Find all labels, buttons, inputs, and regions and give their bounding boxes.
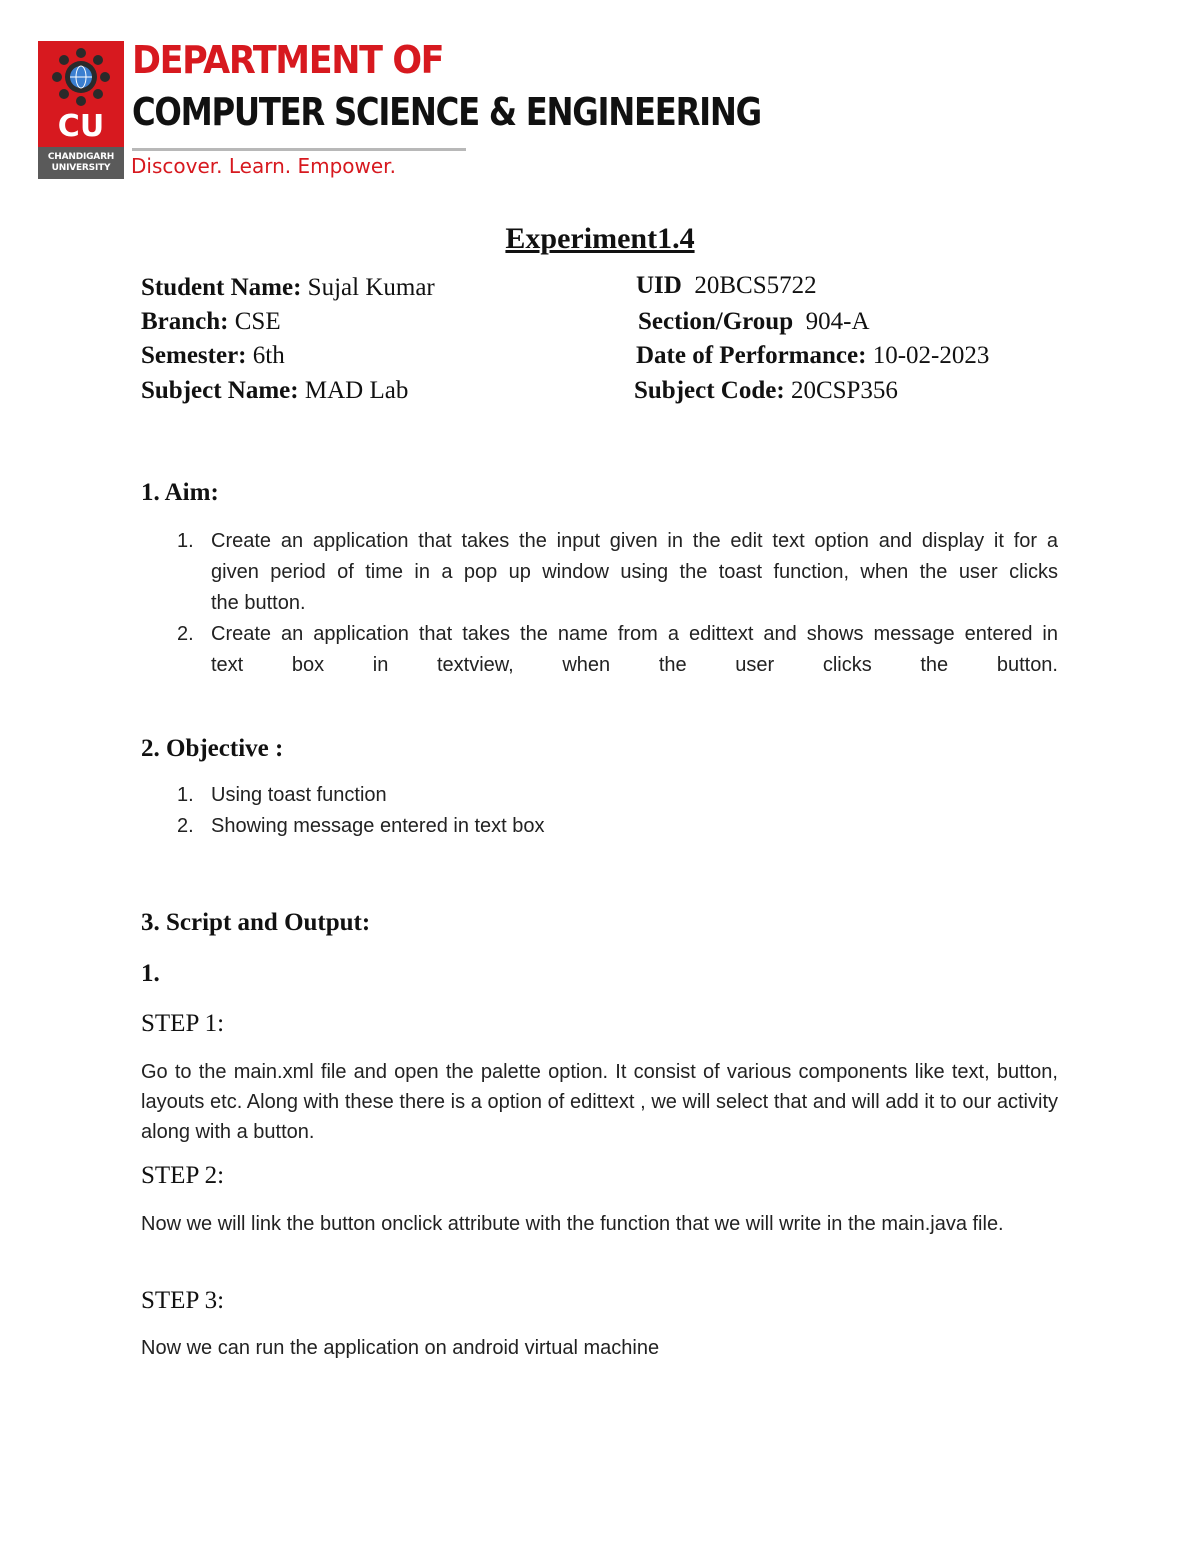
student-name-label: Student Name:: [141, 274, 302, 301]
script-subsection-number: 1.: [141, 960, 160, 987]
aim-item-1-line1: Create an application that takes the input given in the edit text option and display it for a: [211, 530, 1058, 552]
objective-item-1: [0, 784, 1200, 814]
step-3-text: Now we can run the application on android virtual machine: [141, 1337, 660, 1359]
branch-value: CSE: [234, 308, 281, 335]
objective-item-1-text: Using toast function: [211, 784, 387, 806]
aim-item-1: [0, 530, 1200, 630]
section-label: Section/Group: [638, 308, 794, 335]
step-2-text: Now we will link the button onclick attribute with the function that we will write in the main.java file.: [141, 1213, 1004, 1235]
department-title-line1: DEPARTMENT OF: [132, 38, 444, 82]
globe-emblem-icon: [51, 47, 111, 107]
university-tagline: Discover. Learn. Empower.: [131, 154, 396, 178]
aim-item-2-line1: Create an application that takes the name from a edittext and shows message entered in: [211, 623, 1058, 645]
subject-code-field: [634, 377, 898, 405]
uid-field: [636, 272, 817, 300]
subject-name-label: Subject Name:: [141, 377, 299, 404]
objective-item-1-number: 1.: [177, 784, 194, 806]
subject-name-field: [141, 377, 408, 405]
uid-label: UID: [636, 272, 682, 299]
logo-cu-text: CU: [57, 109, 105, 144]
date-value: 10-02-2023: [872, 342, 990, 369]
semester-value: 6th: [252, 342, 285, 369]
date-label: Date of Performance:: [636, 342, 867, 369]
student-name-field: [141, 274, 435, 302]
step-1-text: Go to the main.xml file and open the palette option. It consist of various components like text, button, layouts etc. Along with these there is a option of edittext , we will select that and will add it to our activity along with a button.: [141, 1061, 1058, 1143]
aim-item-1-line3: the button.: [211, 592, 306, 614]
aim-item-2-line2: text box in textview, when the user clicks the button.: [211, 654, 1058, 676]
date-field: [636, 342, 989, 370]
objective-item-2: [0, 815, 1200, 845]
subject-name-value: MAD Lab: [304, 377, 409, 404]
uid-value: 20BCS5722: [694, 272, 817, 299]
aim-item-2-number: 2.: [177, 623, 194, 645]
section-value: 904-A: [805, 308, 870, 335]
experiment-title: Experiment1.4: [505, 222, 695, 255]
aim-heading: 1. Aim:: [141, 479, 219, 506]
branch-field: [141, 308, 281, 336]
logo-university-name: [38, 147, 124, 179]
step-3-label: STEP 3:: [141, 1287, 225, 1314]
logo-sub-line1: CHANDIGARH: [47, 152, 115, 162]
department-title-line2: COMPUTER SCIENCE & ENGINEERING: [132, 90, 761, 134]
aim-item-1-number: 1.: [177, 530, 194, 552]
header-divider: [132, 148, 466, 151]
subject-code-value: 20CSP356: [790, 377, 898, 404]
objective-item-2-text: Showing message entered in text box: [211, 815, 545, 837]
semester-field: [141, 342, 285, 370]
objective-item-2-number: 2.: [177, 815, 194, 837]
section-field: [638, 308, 870, 336]
objective-heading: 2. Objective :: [141, 735, 284, 762]
step-1-label: STEP 1:: [141, 1010, 225, 1037]
branch-label: Branch:: [141, 308, 229, 335]
subject-code-label: Subject Code:: [634, 377, 785, 404]
semester-label: Semester:: [141, 342, 247, 369]
logo-sub-line2: UNIVERSITY: [51, 163, 111, 173]
aim-item-2: [0, 623, 1200, 693]
step-2-label: STEP 2:: [141, 1162, 225, 1189]
aim-item-1-line2: given period of time in a pop up window using the toast function, when the user clicks: [211, 561, 1058, 583]
script-heading: 3. Script and Output:: [141, 909, 371, 936]
student-name-value: Sujal Kumar: [307, 274, 435, 301]
university-logo: [38, 41, 124, 179]
